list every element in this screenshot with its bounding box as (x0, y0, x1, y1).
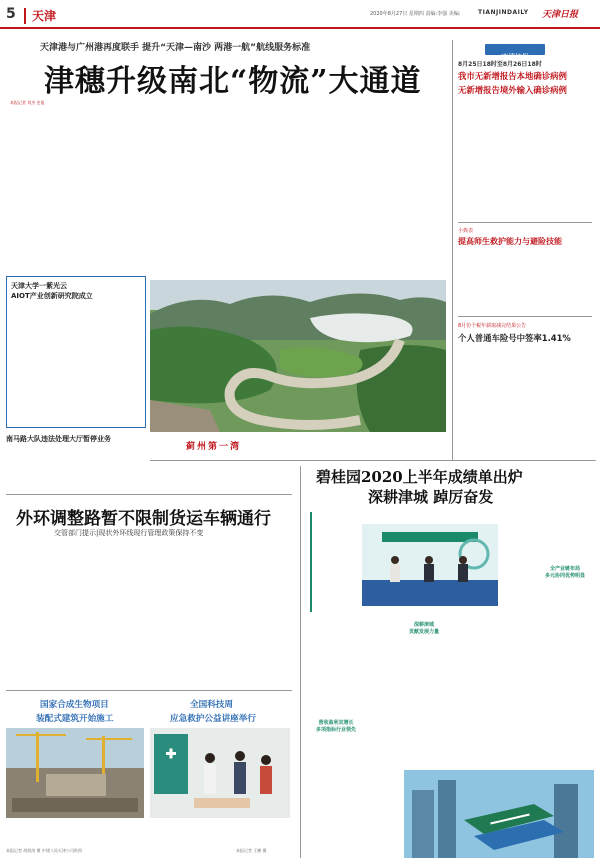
cg-city-image (404, 770, 594, 858)
photo-story-1-title-2: 装配式建筑开始施工 (36, 714, 114, 724)
cg-sub-3 (314, 720, 358, 734)
vertical-rule-1 (452, 40, 453, 460)
cg-body-col-2 (404, 640, 494, 762)
horizontal-rule-bottom (6, 690, 292, 691)
vertical-rule-2 (300, 466, 301, 858)
traffic-body-col-1 (6, 542, 142, 684)
traffic-headline: 外环调整路暂不限制货运车辆通行 (16, 509, 271, 529)
cg-body-col-1 (310, 614, 400, 714)
speaker-2 (424, 564, 434, 582)
photo-story-2-image (150, 728, 290, 818)
building-frame (46, 774, 106, 796)
landscape-photo (150, 280, 446, 432)
display-cross-v (170, 749, 173, 759)
photo-story-1-image (6, 728, 144, 818)
epidemic-tag (485, 44, 545, 61)
crane-2-arm (86, 738, 132, 740)
brief-body (6, 446, 146, 476)
small-health-tag: 小典表 (458, 228, 474, 234)
traffic-body-col-2 (150, 542, 290, 684)
cg-event-photo (362, 524, 498, 606)
masthead-rule (0, 27, 600, 29)
person-1-head (205, 753, 215, 763)
right-divider-1 (458, 222, 592, 223)
cg-city-svg (404, 770, 594, 858)
photo-story-2-title-1: 全国科技周 (190, 700, 233, 710)
crane-1-arm (16, 734, 66, 736)
stage (362, 580, 498, 606)
village (150, 400, 220, 432)
cg-body-col-3 (500, 520, 592, 760)
boxed-title-2: AIOT产业创新研究院成立 (11, 292, 93, 300)
photo-story-1-body (6, 822, 144, 842)
tower-3 (554, 784, 578, 858)
cg-intro-box (310, 512, 362, 612)
cg-sub-1-text: 深耕津城 贡献发展力量 (408, 622, 439, 635)
peninsula (280, 347, 363, 377)
brief-headline: 南马路大队违法处理大厅暂停业务 (6, 435, 111, 443)
speaker-1 (390, 564, 400, 582)
person-1 (204, 764, 216, 794)
tower-2 (438, 780, 456, 858)
section-title: 天津 (32, 9, 57, 23)
newspaper-logo: 天津日报 (542, 10, 579, 20)
photo-credit-1: 本报记者 胡润岗 摄 中建八局天津公司供图 (6, 848, 82, 853)
photo-story-2-title-2: 应急救护公益讲座举行 (170, 714, 256, 724)
right-divider-2 (458, 316, 592, 317)
cg-headline-2: 深耕津城 踔厉奋发 (368, 488, 494, 506)
lead-body-col-2 (150, 108, 286, 170)
traffic-subhead: 交管部门提示|现状外环线现行管理政策保持不变 (54, 529, 204, 537)
tax-headline: 个人普通车险号中签率1.41% (458, 333, 571, 343)
boxed-body (11, 304, 141, 416)
photo-story-1-title-1: 国家合成生物项目 (40, 700, 109, 710)
traffic-top-rule (6, 494, 292, 495)
epidemic-time: 8月25日18时至8月26日18时 (458, 61, 542, 68)
small-health-headline: 提高师生救护能力与避险技能 (458, 237, 562, 246)
person-2-head (235, 751, 245, 761)
person-3 (260, 766, 272, 794)
speaker-2-head (425, 556, 433, 564)
banner (382, 532, 478, 542)
construction-svg (6, 728, 144, 818)
boxed-title-1: 天津大学一紫光云 (11, 282, 67, 290)
photo-caption-title: 蓟州第一湾 (186, 442, 242, 452)
speaker-3 (458, 564, 468, 582)
boxed-story (6, 276, 146, 428)
lead-headline: 津穗升级南北“物流”大通道 (44, 64, 422, 99)
epidemic-headline-1: 我市无新增报告本地确诊病例 (458, 71, 567, 81)
display-panel (154, 734, 188, 794)
rescue-svg (150, 728, 290, 818)
section-divider (24, 8, 26, 24)
photo-story-2-body (150, 822, 290, 842)
tower-1 (412, 790, 434, 858)
date-line: 2020年8月27日 星期四 责编:李强 美编: (370, 11, 461, 17)
horizontal-rule-mid (150, 460, 596, 461)
cg-headline-1: 碧桂园2020上半年成绩单出炉 (316, 468, 523, 486)
person-2 (234, 762, 246, 794)
epidemic-headline-2: 无新增报告境外输入确诊病例 (458, 85, 567, 95)
cg-body-col-4 (310, 740, 400, 856)
small-health-body (458, 250, 592, 312)
lead-byline: 本报记者 刘杰 史旭 (10, 100, 45, 105)
crane-1 (36, 732, 39, 782)
lead-kicker: 天津港与广州港再度联手 提升“天津—南沙 两港一航”航线服务标准 (40, 43, 311, 53)
cg-event-svg (362, 524, 498, 606)
page-number: 5 (6, 6, 16, 22)
lead-body-col-4 (292, 108, 442, 273)
landscape-photo-svg (150, 280, 446, 432)
epidemic-tag-label: 疫情快报 (501, 53, 529, 61)
person-3-head (261, 755, 271, 765)
brand-name: TIANJINDAILY (478, 9, 529, 16)
dummy (194, 798, 250, 808)
photo-credit-2: 本报记者 王鹏 摄 (236, 848, 267, 853)
lead-body-col-1 (10, 100, 146, 260)
cg-sub-1 (404, 622, 444, 636)
speaker-3-head (459, 556, 467, 564)
speaker-1-head (391, 556, 399, 564)
cg-sub-3-text: 营收盈利双增长 多项指标行业领先 (315, 720, 356, 733)
rebar (12, 798, 138, 812)
cg-sub-2-text: 全产业链布局 多元协同优势明显 (544, 566, 585, 579)
tax-body (458, 346, 592, 446)
lead-body-col-3 (150, 180, 286, 270)
epidemic-body (458, 98, 592, 216)
forest-right (357, 345, 446, 432)
tax-kicker: 8月份个税年薪取减完结果公告 (458, 323, 527, 329)
